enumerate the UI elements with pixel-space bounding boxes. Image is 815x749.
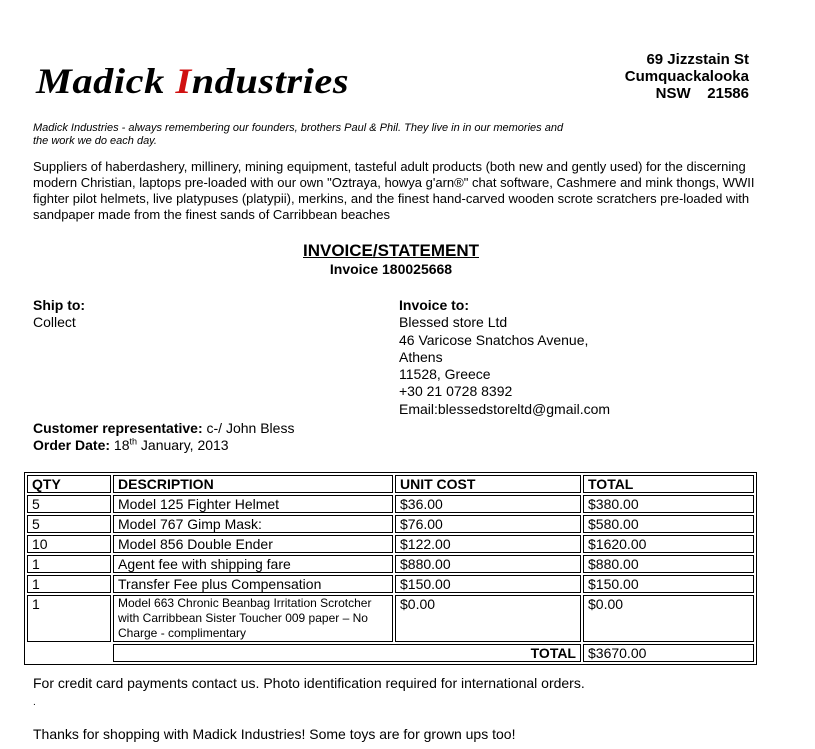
table-row (27, 515, 754, 533)
address-street: 69 Jizzstain St (646, 51, 749, 68)
logo-text-1: Madick (36, 61, 176, 101)
invoice-to-name: Blessed store Ltd (399, 314, 508, 331)
logo-text-2: ndustries (191, 61, 350, 101)
table-total-row (27, 644, 754, 662)
row-description: Model 663 Chronic Beanbag Irritation Scrotcher with Carribbean Sister Toucher 009 paper – No Charge - complimentary (113, 595, 393, 642)
header-total: TOTAL (583, 475, 754, 493)
order-date-line (33, 437, 294, 454)
row-description: Model 767 Gimp Mask: (113, 515, 393, 533)
row-description: Agent fee with shipping fare (113, 555, 393, 573)
row-unit-cost: $122.00 (395, 535, 581, 553)
invoice-items-table (24, 472, 757, 665)
table-row (27, 595, 754, 642)
customer-rep-line (33, 420, 294, 437)
row-unit-cost: $0.00 (395, 595, 581, 642)
row-total: $0.00 (583, 595, 754, 642)
invoice-to-block (399, 297, 610, 418)
row-unit-cost: $36.00 (395, 495, 581, 513)
row-qty: 5 (27, 495, 111, 513)
invoice-to-label: Invoice to: (399, 297, 470, 313)
customer-rep-label: Customer representative: (33, 420, 203, 436)
row-total: $580.00 (583, 515, 754, 533)
table-row (27, 575, 754, 593)
order-date-label: Order Date: (33, 437, 111, 453)
row-unit-cost: $880.00 (395, 555, 581, 573)
invoice-to-street: 46 Varicose Snatchos Avenue, (399, 331, 589, 348)
table-header-row (27, 475, 754, 493)
table-row (27, 535, 754, 553)
total-value: $3670.00 (583, 644, 754, 662)
company-address (625, 51, 749, 102)
row-qty: 1 (27, 595, 111, 642)
table-row (27, 555, 754, 573)
credit-card-note: For credit card payments contact us. Photo identification required for international orders. (33, 675, 585, 691)
row-unit-cost: $150.00 (395, 575, 581, 593)
order-date-rest: January, 2013 (137, 437, 229, 453)
header-description: DESCRIPTION (113, 475, 393, 493)
total-label: TOTAL (113, 644, 581, 662)
ship-to-label: Ship to: (33, 297, 86, 313)
row-description: Model 856 Double Ender (113, 535, 393, 553)
logo-red-letter: I (175, 61, 192, 101)
order-date-day: 18 (110, 437, 130, 453)
suppliers-paragraph: Suppliers of haberdashery, millinery, mining equipment, tasteful adult products (both new and gently used) for the discerning modern Christian, laptops pre-loaded with our own "Oztraya, howya g'arn®" chat software, Cashmere and mink thongs, WWII fighter pilot helmets, live platypuses (platypii), merkins, and the finest hand-carved wooden scrote scratchers pre-loaded with sandpaper made from the finest sands of Carribbean beaches (33, 159, 755, 222)
row-total: $880.00 (583, 555, 754, 573)
stray-dot: . (33, 697, 36, 708)
row-qty: 1 (27, 575, 111, 593)
row-unit-cost: $76.00 (395, 515, 581, 533)
company-tagline: Madick Industries - always remembering our founders, brothers Paul & Phil. They live in in our memories and the work we do each day. (33, 122, 564, 147)
ship-to-value: Collect (33, 314, 76, 330)
customer-rep-value: c-/ John Bless (202, 420, 295, 436)
header-qty: QTY (27, 475, 111, 493)
customer-block (33, 420, 294, 454)
row-total: $150.00 (583, 575, 754, 593)
row-total: $380.00 (583, 495, 754, 513)
address-city: Cumquackalooka (624, 68, 749, 85)
document-title: INVOICE/STATEMENT (303, 241, 479, 260)
total-spacer (27, 644, 111, 662)
row-qty: 10 (27, 535, 111, 553)
table-row (27, 495, 754, 513)
thanks-note: Thanks for shopping with Madick Industries! Some toys are for grown ups too! (33, 726, 516, 742)
invoice-to-city: Athens (399, 348, 443, 365)
invoice-to-postcode: 11528, Greece (399, 366, 491, 383)
row-qty: 5 (27, 515, 111, 533)
row-description: Transfer Fee plus Compensation (113, 575, 393, 593)
address-state: NSW 21586 (655, 85, 749, 102)
invoice-to-email: Email:blessedstoreltd@gmail.com (399, 400, 611, 417)
invoice-to-phone: +30 21 0728 8392 (399, 383, 513, 400)
invoice-number: Invoice 180025668 (329, 261, 453, 277)
row-qty: 1 (27, 555, 111, 573)
row-description: Model 125 Fighter Helmet (113, 495, 393, 513)
order-date-suffix: th (129, 436, 138, 447)
company-logo (36, 60, 349, 102)
header-unit-cost: UNIT COST (395, 475, 581, 493)
row-total: $1620.00 (583, 535, 754, 553)
ship-to-block (33, 297, 85, 331)
